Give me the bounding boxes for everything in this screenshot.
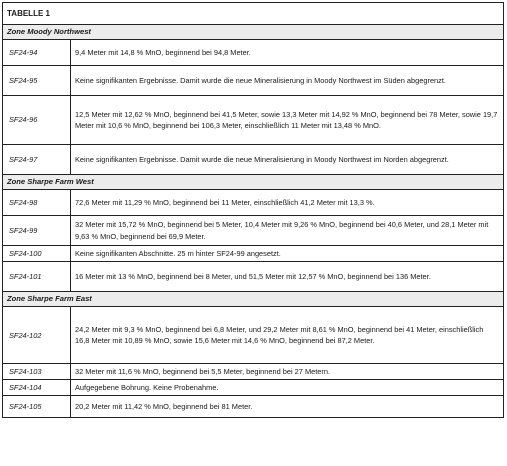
hole-id: SF24-94	[3, 40, 71, 66]
hole-result: Keine signifikanten Ergebnisse. Damit wurde die neue Mineralisierung in Moody Northwest im Norden abgegrenzt.	[71, 145, 504, 175]
table-title: TABELLE 1	[3, 3, 504, 25]
hole-id: SF24-101	[3, 262, 71, 292]
zone-title: Zone Sharpe Farm East	[3, 292, 504, 307]
hole-result: 32 Meter mit 11,6 % MnO, beginnend bei 5,5 Meter, beginnend bei 27 Metern.	[71, 364, 504, 380]
table-row	[3, 40, 504, 66]
hole-id: SF24-102	[3, 307, 71, 364]
zone-title: Zone Sharpe Farm West	[3, 175, 504, 190]
zone-header-row	[3, 25, 504, 40]
table-row	[3, 145, 504, 175]
hole-id: SF24-104	[3, 380, 71, 396]
table-row	[3, 364, 504, 380]
hole-id: SF24-105	[3, 396, 71, 418]
drill-results-table	[2, 2, 504, 418]
hole-id: SF24-103	[3, 364, 71, 380]
hole-result: Aufgegebene Bohrung. Keine Probenahme.	[71, 380, 504, 396]
table-title-row	[3, 3, 504, 25]
hole-result: 20,2 Meter mit 11,42 % MnO, beginnend bei 81 Meter.	[71, 396, 504, 418]
zone-title: Zone Moody Northwest	[3, 25, 504, 40]
hole-result: 9,4 Meter mit 14,8 % MnO, beginnend bei 94,8 Meter.	[71, 40, 504, 66]
table-row	[3, 307, 504, 364]
hole-id: SF24-96	[3, 96, 71, 145]
results-document	[2, 2, 504, 464]
zone-header-row	[3, 292, 504, 307]
table-row	[3, 96, 504, 145]
table-row	[3, 190, 504, 216]
hole-id: SF24-99	[3, 216, 71, 246]
hole-result: Keine signifikanten Abschnitte. 25 m hinter SF24-99 angesetzt.	[71, 246, 504, 262]
hole-result: 12,5 Meter mit 12,62 % MnO, beginnend bei 41,5 Meter, sowie 13,3 Meter mit 14,92 % MnO, beginnend bei 78 Meter, sowie 19,7 Meter mit 10,6 % MnO, beginnend bei 106,3 Meter, einschließlich 11 Meter mit 13,48 % MnO.	[71, 96, 504, 145]
table-row	[3, 262, 504, 292]
hole-result: Keine signifikanten Ergebnisse. Damit wurde die neue Mineralisierung in Moody Northwest im Süden abgegrenzt.	[71, 66, 504, 96]
hole-id: SF24-97	[3, 145, 71, 175]
hole-result: 72,6 Meter mit 11,29 % MnO, beginnend bei 11 Meter, einschließlich 41,2 Meter mit 13,3 %.	[71, 190, 504, 216]
hole-result: 16 Meter mit 13 % MnO, beginnend bei 8 Meter, und 51,5 Meter mit 12,57 % MnO, beginnend bei 136 Meter.	[71, 262, 504, 292]
hole-id: SF24-95	[3, 66, 71, 96]
hole-result: 24,2 Meter mit 9,3 % MnO, beginnend bei 6,8 Meter, und 29,2 Meter mit 8,61 % MnO, beginnend bei 41 Meter, einschließlich 16,8 Meter mit 10,89 % MnO, sowie 15,6 Meter mit 14,6 % MnO, beginnend bei 87,2 Meter.	[71, 307, 504, 364]
table-row	[3, 246, 504, 262]
table-row	[3, 216, 504, 246]
zone-header-row	[3, 175, 504, 190]
table-row	[3, 380, 504, 396]
table-row	[3, 66, 504, 96]
table-row	[3, 396, 504, 418]
hole-id: SF24-98	[3, 190, 71, 216]
hole-id: SF24-100	[3, 246, 71, 262]
hole-result: 32 Meter mit 15,72 % MnO, beginnend bei 5 Meter, 10,4 Meter mit 9,26 % MnO, beginnend bei 40,6 Meter, und 28,1 Meter mit 9,63 % MnO, beginnend bei 69,9 Meter.	[71, 216, 504, 246]
